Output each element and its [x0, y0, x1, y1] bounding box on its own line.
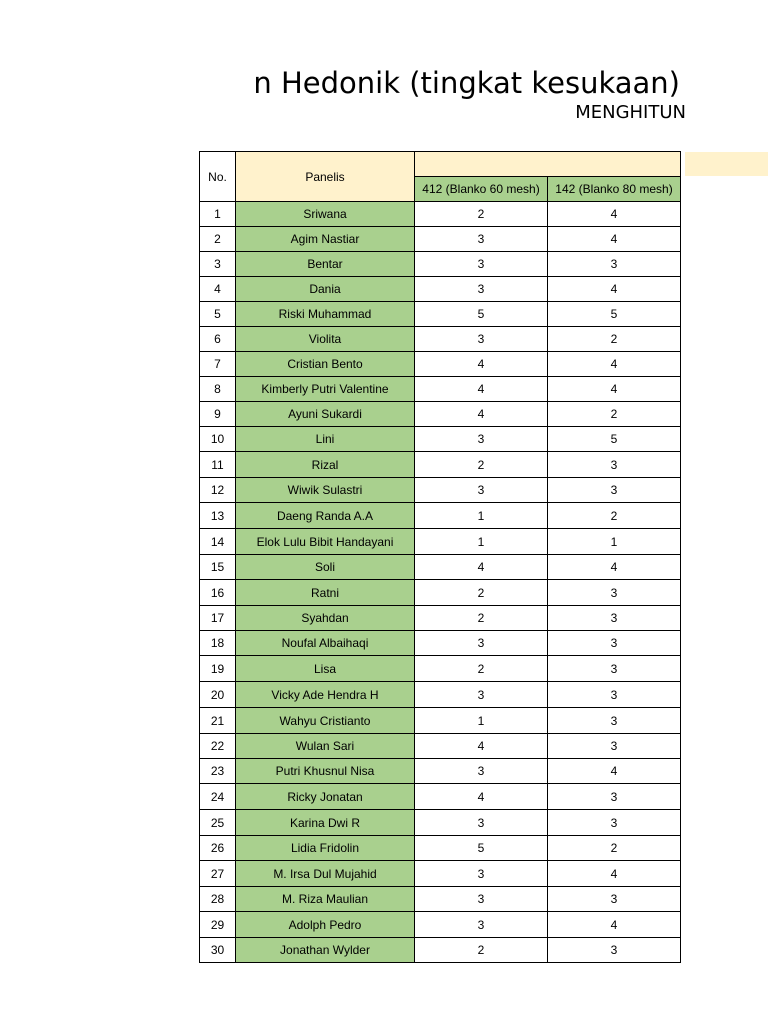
score-sample-b: 3: [548, 631, 681, 656]
table-row: [200, 759, 681, 784]
score-sample-b: 3: [548, 580, 681, 606]
score-sample-b: 4: [548, 277, 681, 302]
score-sample-b: 4: [548, 202, 681, 227]
row-number: 27: [200, 861, 236, 887]
table-row: [200, 377, 681, 402]
score-sample-b: 3: [548, 784, 681, 810]
score-sample-b: 3: [548, 682, 681, 708]
panelist-name: Soli: [236, 555, 415, 580]
panelist-name: Karina Dwi R: [236, 810, 415, 836]
row-number: 19: [200, 656, 236, 682]
panelist-name: Riski Muhammad: [236, 302, 415, 327]
score-sample-a: 3: [415, 427, 548, 452]
score-sample-a: 2: [415, 202, 548, 227]
table-row: [200, 836, 681, 861]
row-number: 28: [200, 887, 236, 912]
panelist-name: Ratni: [236, 580, 415, 606]
row-number: 1: [200, 202, 236, 227]
table-row: [200, 302, 681, 327]
table-row: [200, 580, 681, 606]
row-number: 15: [200, 555, 236, 580]
table-row: [200, 327, 681, 352]
table-row: [200, 529, 681, 555]
score-sample-a: 3: [415, 478, 548, 503]
score-sample-a: 1: [415, 708, 548, 734]
row-number: 26: [200, 836, 236, 861]
panelist-name: Lidia Fridolin: [236, 836, 415, 861]
panelist-name: Noufal Albaihaqi: [236, 631, 415, 656]
score-sample-b: 4: [548, 555, 681, 580]
row-number: 10: [200, 427, 236, 452]
score-sample-b: 3: [548, 810, 681, 836]
row-number: 6: [200, 327, 236, 352]
row-number: 25: [200, 810, 236, 836]
table-row: [200, 252, 681, 277]
table-row: [200, 810, 681, 836]
score-sample-a: 3: [415, 631, 548, 656]
row-number: 14: [200, 529, 236, 555]
score-sample-b: 4: [548, 227, 681, 252]
table-row: [200, 402, 681, 427]
panelist-name: Agim Nastiar: [236, 227, 415, 252]
score-sample-a: 2: [415, 656, 548, 682]
score-sample-a: 3: [415, 327, 548, 352]
score-sample-b: 4: [548, 352, 681, 377]
panelist-name: Bentar: [236, 252, 415, 277]
score-sample-b: 3: [548, 887, 681, 912]
panelist-score-table: [199, 151, 681, 963]
table-row: [200, 861, 681, 887]
row-number: 22: [200, 734, 236, 759]
score-sample-b: 1: [548, 529, 681, 555]
table-row: [200, 912, 681, 938]
row-number: 16: [200, 580, 236, 606]
panelist-name: Violita: [236, 327, 415, 352]
table-row: [200, 938, 681, 963]
row-number: 20: [200, 682, 236, 708]
row-number: 18: [200, 631, 236, 656]
table-row: [200, 631, 681, 656]
row-number: 21: [200, 708, 236, 734]
row-number: 13: [200, 503, 236, 529]
row-number: 8: [200, 377, 236, 402]
table-row: [200, 503, 681, 529]
row-number: 2: [200, 227, 236, 252]
score-sample-b: 3: [548, 938, 681, 963]
panelist-name: Vicky Ade Hendra H: [236, 682, 415, 708]
score-sample-a: 4: [415, 402, 548, 427]
panelist-name: Ricky Jonatan: [236, 784, 415, 810]
panelist-name: M. Irsa Dul Mujahid: [236, 861, 415, 887]
panelist-name: Wulan Sari: [236, 734, 415, 759]
panelist-name: Wiwik Sulastri: [236, 478, 415, 503]
score-sample-a: 4: [415, 377, 548, 402]
score-sample-a: 4: [415, 555, 548, 580]
score-sample-a: 3: [415, 912, 548, 938]
panelist-name: Jonathan Wylder: [236, 938, 415, 963]
score-sample-b: 4: [548, 377, 681, 402]
panelist-name: Rizal: [236, 452, 415, 478]
table-row: [200, 555, 681, 580]
score-sample-b: 3: [548, 606, 681, 631]
panelist-name: Kimberly Putri Valentine: [236, 377, 415, 402]
score-sample-a: 3: [415, 252, 548, 277]
panelist-name: Daeng Randa A.A: [236, 503, 415, 529]
score-sample-a: 5: [415, 302, 548, 327]
table-row: [200, 606, 681, 631]
score-sample-a: 1: [415, 529, 548, 555]
score-sample-b: 4: [548, 861, 681, 887]
score-sample-a: 4: [415, 784, 548, 810]
panelist-name: Cristian Bento: [236, 352, 415, 377]
table-body: [200, 202, 681, 963]
header-samples-group: [415, 152, 681, 177]
table-row: [200, 656, 681, 682]
header-sample-a: 412 (Blanko 60 mesh): [415, 177, 548, 202]
score-sample-b: 5: [548, 302, 681, 327]
score-sample-a: 3: [415, 759, 548, 784]
page-subtitle: MENGHITUN: [575, 102, 686, 123]
table-row: [200, 452, 681, 478]
score-sample-a: 3: [415, 887, 548, 912]
header-sample-b: 142 (Blanko 80 mesh): [548, 177, 681, 202]
row-number: 11: [200, 452, 236, 478]
table-row: [200, 734, 681, 759]
score-sample-b: 5: [548, 427, 681, 452]
row-number: 3: [200, 252, 236, 277]
row-number: 17: [200, 606, 236, 631]
panelist-name: M. Riza Maulian: [236, 887, 415, 912]
score-sample-a: 5: [415, 836, 548, 861]
panelist-name: Syahdan: [236, 606, 415, 631]
table-row: [200, 784, 681, 810]
score-sample-b: 2: [548, 402, 681, 427]
header-panelis: Panelis: [236, 152, 415, 202]
row-number: 9: [200, 402, 236, 427]
score-sample-b: 4: [548, 759, 681, 784]
row-number: 12: [200, 478, 236, 503]
panelist-name: Putri Khusnul Nisa: [236, 759, 415, 784]
score-sample-a: 1: [415, 503, 548, 529]
score-sample-a: 2: [415, 452, 548, 478]
score-sample-a: 3: [415, 682, 548, 708]
table-row: [200, 708, 681, 734]
panelist-name: Lini: [236, 427, 415, 452]
panelist-name: Ayuni Sukardi: [236, 402, 415, 427]
score-sample-b: 3: [548, 252, 681, 277]
score-sample-a: 4: [415, 734, 548, 759]
table-row: [200, 352, 681, 377]
score-sample-a: 3: [415, 277, 548, 302]
score-sample-b: 3: [548, 734, 681, 759]
score-sample-b: 3: [548, 708, 681, 734]
score-sample-b: 2: [548, 836, 681, 861]
table-row: [200, 202, 681, 227]
table-row: [200, 427, 681, 452]
score-sample-a: 3: [415, 227, 548, 252]
score-sample-a: 2: [415, 606, 548, 631]
panelist-name: Lisa: [236, 656, 415, 682]
header-fill-overflow: [685, 152, 768, 176]
score-sample-b: 2: [548, 503, 681, 529]
score-sample-a: 2: [415, 938, 548, 963]
row-number: 29: [200, 912, 236, 938]
panelist-name: Dania: [236, 277, 415, 302]
panelist-name: Sriwana: [236, 202, 415, 227]
row-number: 24: [200, 784, 236, 810]
row-number: 4: [200, 277, 236, 302]
header-no: No.: [200, 152, 236, 202]
score-sample-a: 2: [415, 580, 548, 606]
panelist-name: Adolph Pedro: [236, 912, 415, 938]
score-sample-b: 3: [548, 478, 681, 503]
panelist-name: Elok Lulu Bibit Handayani: [236, 529, 415, 555]
panelist-name: Wahyu Cristianto: [236, 708, 415, 734]
score-sample-b: 4: [548, 912, 681, 938]
row-number: 5: [200, 302, 236, 327]
page-title: n Hedonik (tingkat kesukaan): [253, 66, 680, 100]
score-sample-a: 4: [415, 352, 548, 377]
table-row: [200, 887, 681, 912]
score-sample-b: 2: [548, 327, 681, 352]
row-number: 30: [200, 938, 236, 963]
row-number: 23: [200, 759, 236, 784]
table-row: [200, 478, 681, 503]
score-sample-b: 3: [548, 452, 681, 478]
table-row: [200, 682, 681, 708]
table-row: [200, 227, 681, 252]
row-number: 7: [200, 352, 236, 377]
score-sample-b: 3: [548, 656, 681, 682]
score-sample-a: 3: [415, 861, 548, 887]
table-row: [200, 277, 681, 302]
score-sample-a: 3: [415, 810, 548, 836]
